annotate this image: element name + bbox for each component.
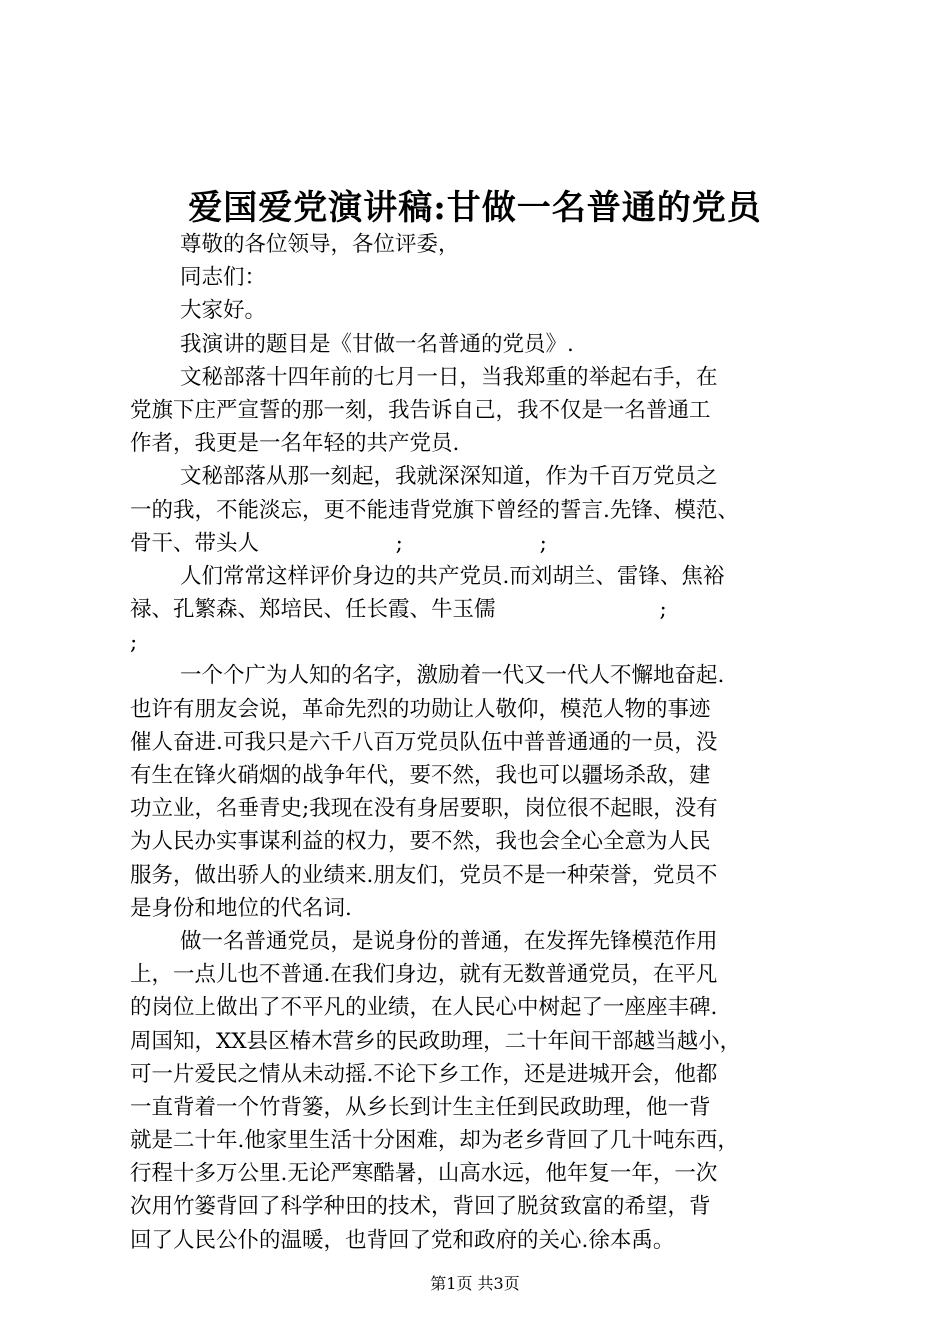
text-line: 周国知，XX县区椿木营乡的民政助理，二十年间干部越当越小， [130,1028,742,1054]
text-line: 可一片爱民之情从未动摇.不论下乡工作，还是进城开会，他都 [130,1061,718,1087]
text-line: 就是二十年.他家里生活十分困难，却为老乡背回了几十吨东西， [130,1128,739,1154]
text-line: 催人奋进.可我只是六千八百万党员队伍中普普通通的一员，没 [130,729,718,755]
text-line: 作者，我更是一名年轻的共产党员. [130,431,460,457]
text-line: 骨干、带头人 ; ; [130,530,547,556]
text-line: 上，一点儿也不普通.在我们身边，就有无数普通党员，在平凡 [130,962,718,988]
text-line: 做一名普通党员，是说身份的普通，在发挥先锋模范作用 [180,928,718,954]
text-line: 人们常常这样评价身边的共产党员.而刘胡兰、雷锋、焦裕 [180,563,725,589]
text-line: 是身份和地位的代名词. [130,895,352,921]
text-line: ; [130,630,138,656]
text-line: 行程十多万公里.无论严寒酷暑，山高水远，他年复一年，一次 [130,1161,718,1187]
text-line: 的岗位上做出了不平凡的业绩，在人民心中树起了一座座丰碑. [130,995,718,1021]
text-line: 我演讲的题目是《甘做一名普通的党员》. [180,331,574,357]
document-body [130,228,830,1257]
text-line: 一直背着一个竹背篓，从乡长到计生主任到民政助理，他一背 [130,1094,711,1120]
text-line: 文秘部落从那一刻起，我就深深知道，作为千百万党员之 [180,464,718,490]
text-line: 一的我，不能淡忘，更不能违背党旗下曾经的誓言.先锋、模范、 [130,497,739,523]
text-line: 文秘部落十四年前的七月一日，当我郑重的举起右手，在 [180,364,718,390]
text-line: 党旗下庄严宣誓的那一刻，我告诉自己，我不仅是一名普通工 [130,397,711,423]
text-line: 有生在锋火硝烟的战争年代，要不然，我也可以疆场杀敌，建 [130,763,711,788]
text-line: 服务，做出骄人的业绩来.朋友们，党员不是一种荣誉，党员不 [130,862,718,888]
text-line: 尊敬的各位领导，各位评委， [180,232,460,257]
document-title: 爱国爱党演讲稿:甘做一名普通的党员 [188,188,762,228]
text-line: 大家好。 [180,298,267,324]
text-line: 同志们： [180,265,267,291]
text-line: 次用竹篓背回了科学种田的技术，背回了脱贫致富的希望，背 [130,1194,711,1220]
text-line: 也许有朋友会说，革命先烈的功勋让人敬仰，模范人物的事迹 [130,696,711,722]
text-line: 为人民办实事谋利益的权力，要不然，我也会全心全意为人民 [130,829,711,855]
page-footer: 第1页 共3页 [430,1274,520,1293]
text-line: 回了人民公仆的温暖，也背回了党和政府的关心.徐本禹。 [130,1227,675,1253]
text-line: 功立业，名垂青史;我现在没有身居要职，岗位很不起眼，没有 [130,796,718,822]
text-line: 一个个广为人知的名字，激励着一代又一代人不懈地奋起. [180,663,725,689]
text-line: 禄、孔繁森、郑培民、任长霞、牛玉儒 ; [130,597,667,623]
